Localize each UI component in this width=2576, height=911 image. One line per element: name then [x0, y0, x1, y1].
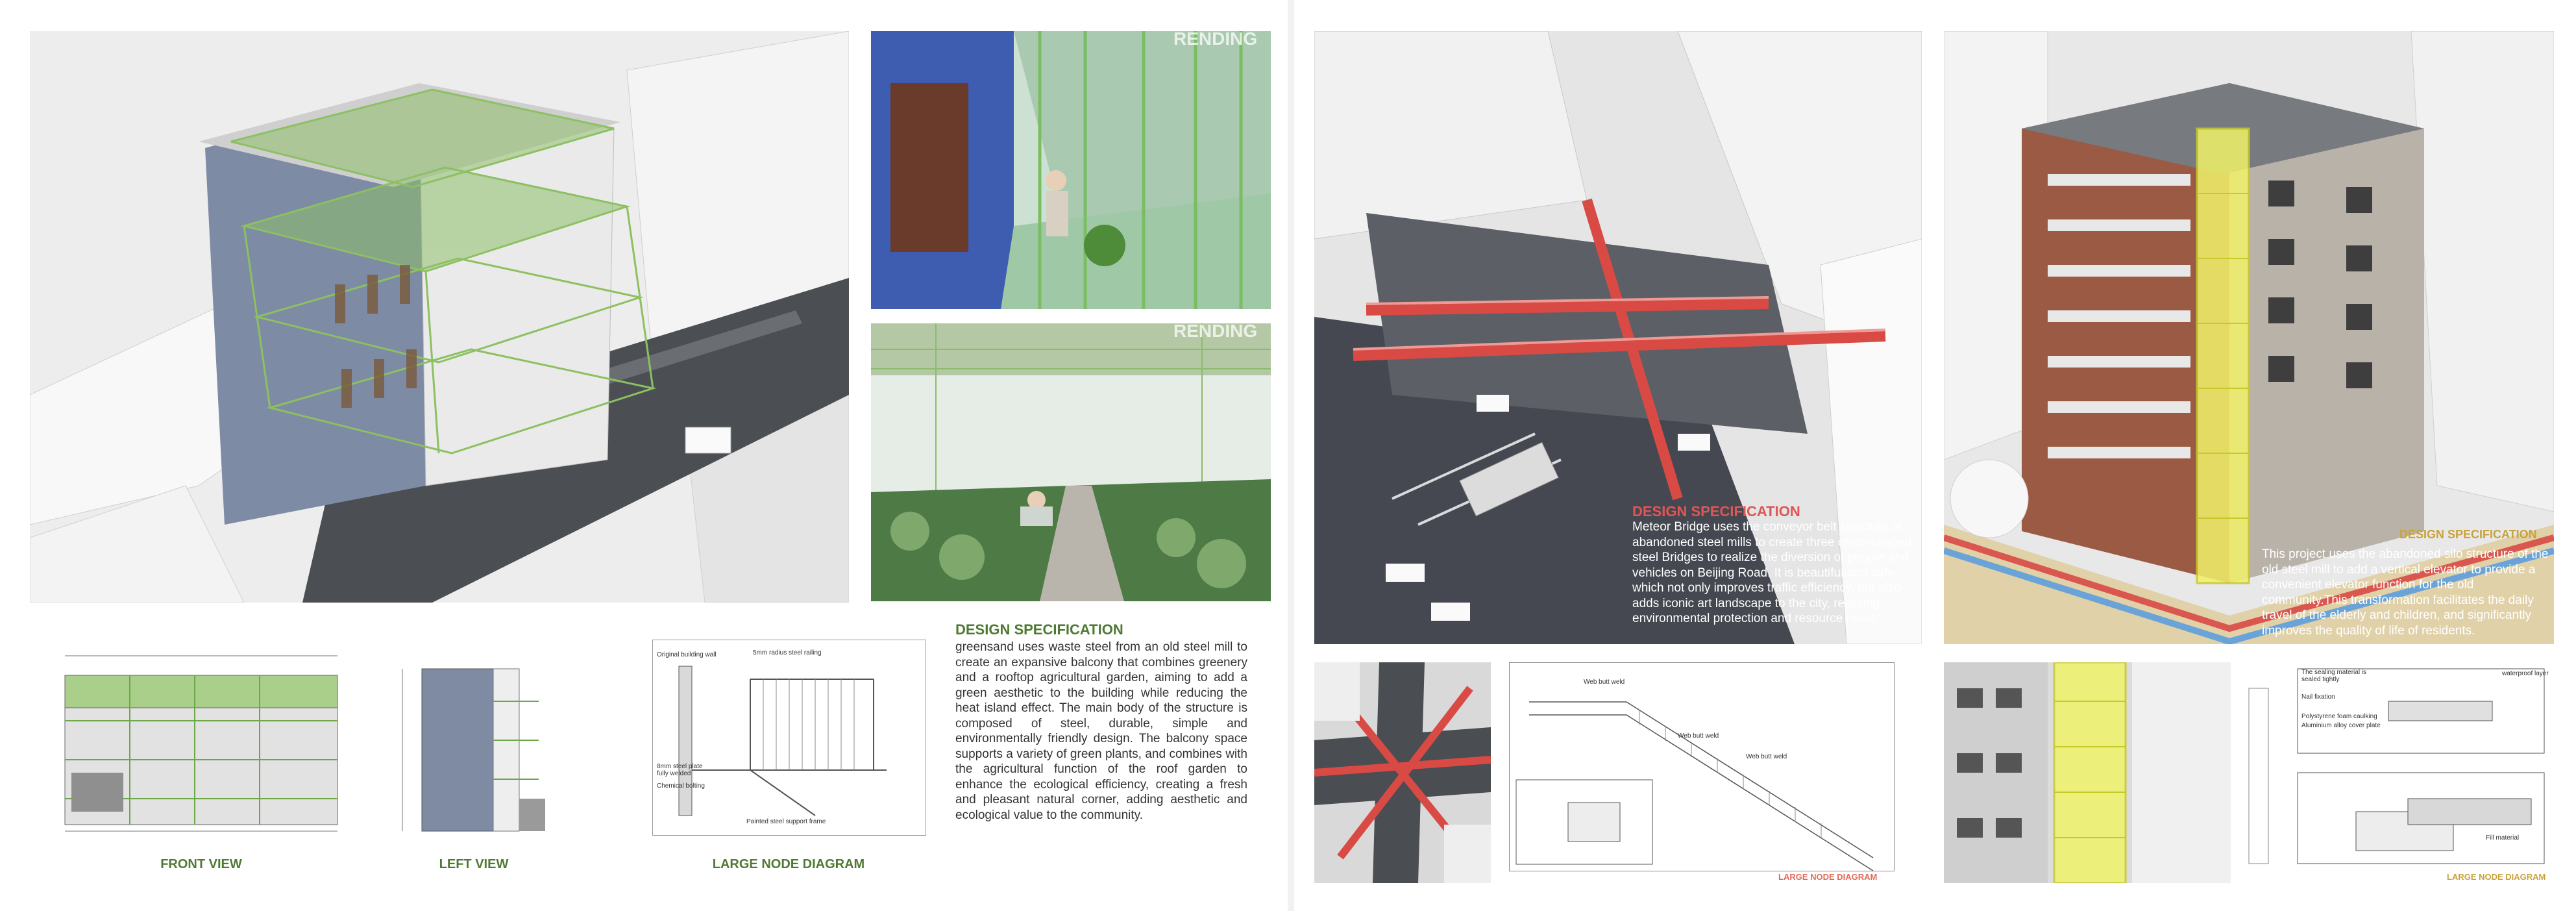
meteor-spec-body: Meteor Bridge uses the conveyor belt structure of abandoned steel mills to create three cross-shaped steel Bridges to realize the diversion of people and vehicles on Beijing Road. It is beautiful and safe, which not only improves traffic efficiency, but also adds iconic art landscape to the city, realizing environmental protection and resource reuse.: [1632, 520, 1912, 625]
node-label-railing: 5mm radius steel railing: [753, 649, 822, 656]
caring-node-label-sealing: The sealing material is sealed tightly: [2301, 669, 2367, 683]
meteor-node-label-weld-3: Web butt weld: [1746, 753, 1787, 760]
front-view-caption: FRONT VIEW: [160, 857, 242, 871]
meteor-node-label-weld-2: Web butt weld: [1678, 732, 1719, 740]
greensand-node-diagram: [652, 640, 926, 836]
meteor-node-diagram: [1509, 662, 1895, 871]
greensand-spec-body: greensand uses waste steel from an old steel mill to create an expansive balcony that combines greenery and a rooftop agricultural garden, aiming to add a green aesthetic to the building while reducing the heat island effect. The main body of the structure is composed of steel, durable, simple and environmentally friendly design. The balcony space supports a variety of green plants, and combines with the agricultural function of the roof garden to enhance the ecological efficiency, creating a fresh and pleasant natural corner, adding aesthetic and ecological value to the community.: [955, 640, 1247, 822]
rendering-label-1: RENDING: [1173, 29, 1258, 49]
caring-node-label-nail: Nail fixation: [2301, 693, 2335, 701]
front-view-drawing: [52, 643, 350, 838]
greensand-rendering-rooftop-garden-image: [871, 323, 1271, 601]
meteor-spec-title: DESIGN SPECIFICATION: [1632, 503, 1800, 519]
caring-ladder-detail-image: [1944, 662, 2231, 883]
caring-node-label-fill: Fill material: [2486, 834, 2520, 842]
meteor-node-label-weld-1: Web butt weld: [1584, 679, 1625, 686]
caring-node-label-cover-plate: Aluminium alloy cover plate: [2301, 722, 2381, 729]
node-label-support-frame: Painted steel support frame: [746, 818, 826, 825]
node-label-chemical-bolting: Chemical bolting: [657, 782, 705, 790]
caring-node-label-waterproof: waterproof layer: [2502, 670, 2549, 677]
caring-spec-title: DESIGN SPECIFICATION: [2399, 528, 2537, 541]
left-view-caption: LEFT VIEW: [439, 857, 509, 871]
greensand-rendering-balcony-image: [871, 31, 1271, 309]
greensand-spec-title: DESIGN SPECIFICATION: [955, 621, 1123, 638]
caring-node-label-foam: Polystyrene foam caulking: [2301, 713, 2377, 720]
greensand-axonometric-image: [30, 31, 849, 603]
meteor-bridge-plan-image: [1314, 662, 1491, 883]
caring-node-caption: LARGE NODE DIAGRAM: [2447, 872, 2546, 882]
left-view-drawing: [389, 643, 558, 838]
greensand-node-caption: LARGE NODE DIAGRAM: [712, 857, 865, 871]
node-label-steel-plate: 8mm steel plate fully welded: [657, 763, 703, 777]
meteor-node-caption: LARGE NODE DIAGRAM: [1778, 872, 1878, 882]
caring-spec-body: This project uses the abandoned silo structure of the old steel mill to add a vertical elevator to provide a convenient elevator function for the old community.This transformation facilitates the daily travel of the elderly and children, and significantly improves the quality of life of residents.: [2262, 547, 2549, 638]
rendering-label-2: RENDING: [1173, 321, 1258, 341]
page-gutter: [1288, 0, 1294, 911]
node-label-building-wall: Original building wall: [657, 651, 717, 658]
